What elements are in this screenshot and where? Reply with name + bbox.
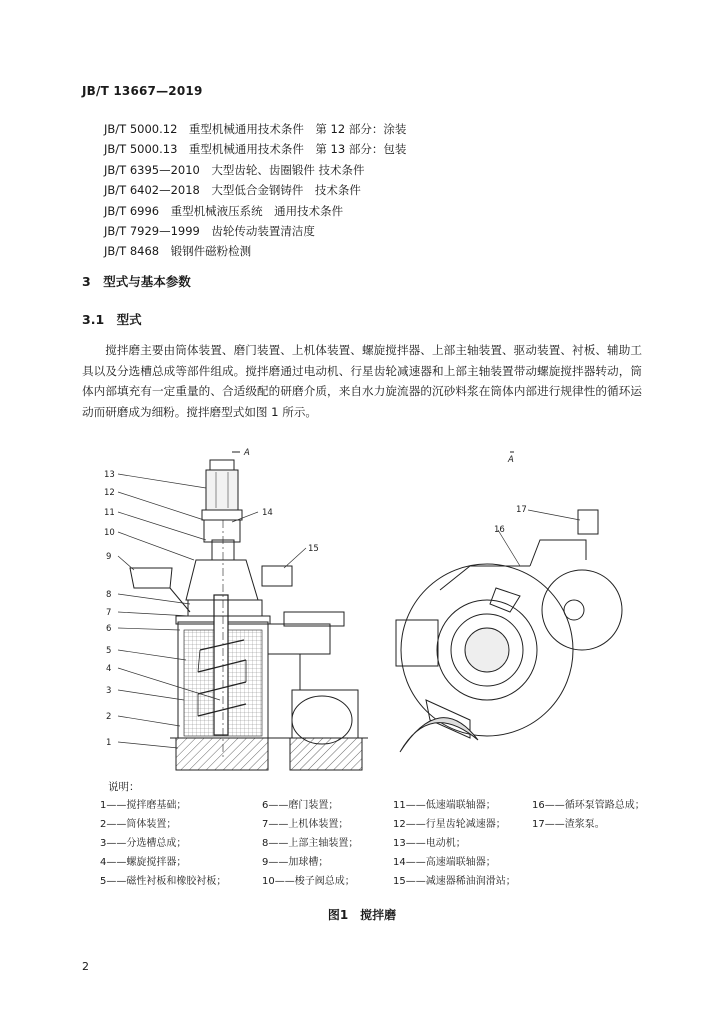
part-number-1: 1 [106,738,112,748]
normative-references [104,119,406,262]
legend-item: 6——磨门装置； [262,800,339,811]
part-number-8: 8 [106,590,112,600]
reference-item: JB/T 6395—2010 大型齿轮、齿圈锻件 技术条件 [104,162,365,177]
view-marker-side: A [508,455,514,465]
legend-item: 17——渣浆泵。 [532,819,605,830]
part-number-4: 4 [106,664,112,674]
legend-item: 14——高速端联轴器； [393,857,496,868]
reference-item: JB/T 6996 重型机械液压系统 通用技术条件 [104,203,344,218]
figure-legend [100,796,700,896]
mill-foundation [170,738,368,770]
legend-item: 10——梭子阀总成； [262,876,355,887]
legend-item: 2——筒体装置； [100,819,177,830]
part-number-2: 2 [106,712,112,722]
part-number-14: 14 [262,508,273,518]
part-number-11: 11 [104,508,115,518]
part-number-5: 5 [106,646,112,656]
section-3-1-heading: 3.1 型式 [82,312,142,327]
part-number-9: 9 [106,552,112,562]
part-number-12: 12 [104,488,115,498]
figure-caption: 图1 搅拌磨 [327,908,397,922]
reference-item: JB/T 8468 锻钢件磁粉检测 [104,244,252,259]
standard-header: JB/T 13667—2019 [82,84,203,98]
legend-item: 8——上部主轴装置； [262,838,359,849]
reference-item: JB/T 6402—2018 大型低合金钢铸件 技术条件 [104,183,361,198]
legend-item: 15——减速器稀油润滑站； [393,876,516,887]
figure-1-drawing [0,440,724,775]
motor [202,460,242,520]
legend-item: 3——分选槽总成； [100,838,187,849]
legend-item: 5——磁性衬板和橡胶衬板； [100,876,227,887]
reference-item: JB/T 5000.13 重型机械通用技术条件 第 13 部分：包装 [104,142,407,157]
part-number-15: 15 [308,544,319,554]
legend-item: 1——搅拌磨基础； [100,800,187,811]
part-number-10: 10 [104,528,115,538]
legend-item: 7——上机体装置； [262,819,349,830]
reference-item: JB/T 5000.12 重型机械通用技术条件 第 12 部分：涂装 [104,122,407,136]
legend-item: 11——低速端联轴器； [393,800,496,811]
legend-item: 4——螺旋搅拌器； [100,857,187,868]
view-marker: A [244,448,250,458]
part-number-3: 3 [106,686,112,696]
separation-tank [262,566,358,744]
part-number-7: 7 [106,608,112,618]
part-number-6: 6 [106,624,112,634]
section-3-heading: 3 型式与基本参数 [82,274,191,289]
legend-item: 16——循环泵管路总成； [532,800,645,811]
part-number-13: 13 [104,470,115,480]
section-3-1-paragraph: 搅拌磨主要由筒体装置、磨门装置、上机体装置、螺旋搅拌器、上部主轴装置、驱动装置、衬板、辅助工具以及分选槽总成等部件组成。搅拌磨通过电动机、行星齿轮减速器和上部主轴装置带动螺旋搅拌器转动，筒体内部填充有一定重量的、合适级配的研磨介质，来自水力旋流器的沉砂料浆在筒体内部进行规律性的循环运动而研磨成为细粉。搅拌磨型式如图 1 所示。 [82,343,642,419]
reference-item: JB/T 7929—1999 齿轮传动装置清洁度 [104,224,315,239]
legend-item: 13——电动机； [393,838,466,849]
legend-item: 12——行星齿轮减速器； [393,819,506,830]
part-number-17: 17 [516,505,527,515]
part-number-16: 16 [494,525,505,535]
legend-item: 9——加球槽； [262,857,329,868]
page-number: 2 [82,960,89,973]
legend-title: 说明： [108,781,140,793]
mill-side-view [396,452,622,752]
ball-hopper [130,568,190,612]
